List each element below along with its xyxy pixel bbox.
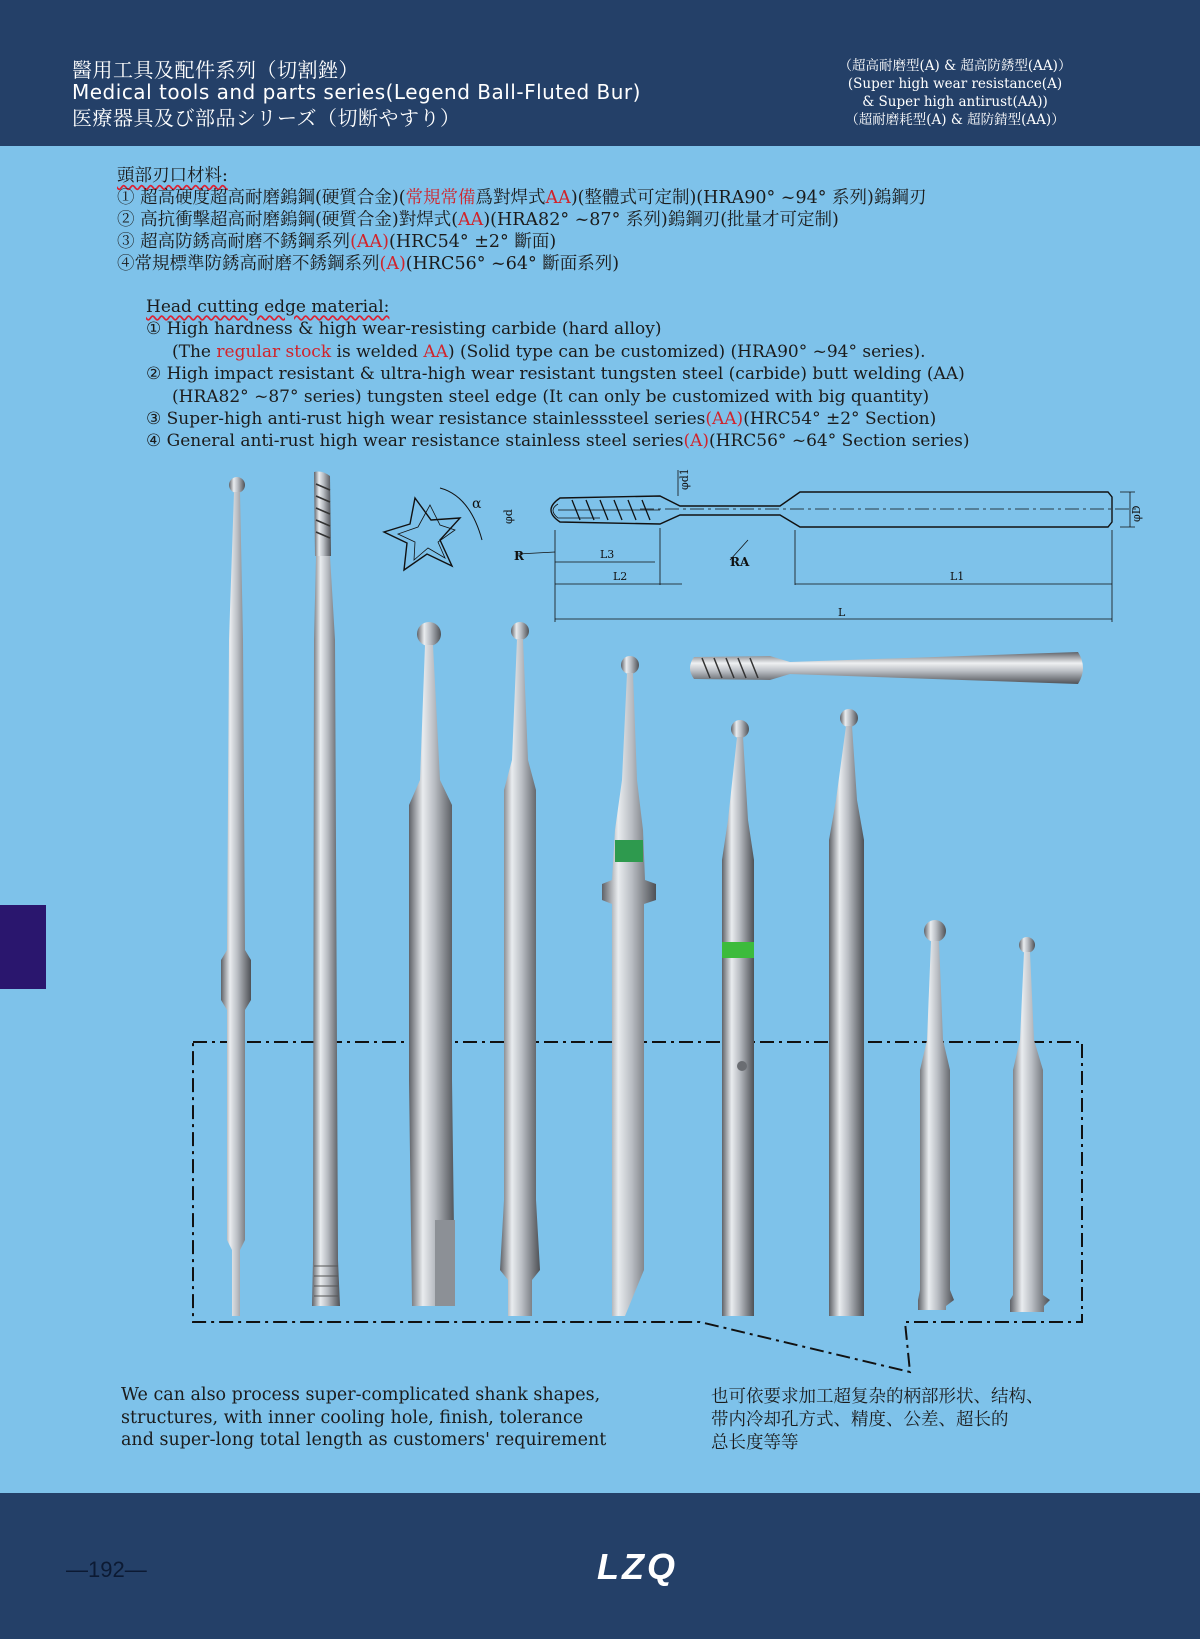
en-item-3: ③ Super-high anti-rust high wear resistance stainlesssteel series(AA)(HRC54° ±2° Section) — [146, 409, 937, 430]
bur-tool-horizontal — [690, 652, 1083, 684]
title-zh: 醫用工具及配件系列（切割銼） — [72, 58, 359, 82]
star-cross-section — [384, 498, 460, 570]
title-ja: 医療器具及び部品シリーズ（切断やすり） — [72, 106, 461, 130]
bur-tool-5 — [602, 656, 656, 1316]
label-alpha: α — [472, 496, 482, 512]
zh-item-1: ① 超高硬度超高耐磨鎢鋼(硬質合金)(常規常備爲對焊式AA)(整體式可定制)(HRA90° ~94° 系列)鎢鋼刃 — [117, 188, 927, 208]
bur-tool-6 — [722, 720, 754, 1316]
note-zh: 也可依要求加工超复杂的柄部形状、结构、 带内冷却孔方式、精度、公差、超长的 总长度等等 — [711, 1387, 1044, 1453]
en-item-4: ④ General anti-rust high wear resistance stainless steel series(A)(HRC56° ~64° Section series) — [146, 431, 970, 452]
zh-item-2: ② 高抗衝擊超高耐磨鎢鋼(硬質合金)對焊式(AA)(HRA82° ~87° 系列)鎢鋼刃(批量才可定制) — [117, 210, 839, 230]
title-en: Medical tools and parts series(Legend Ball-Fluted Bur) — [72, 80, 641, 104]
zh-item-3: ③ 超高防銹高耐磨不銹鋼系列(AA)(HRC54° ±2° 斷面) — [117, 232, 557, 252]
grade-ja: （超耐磨耗型(A) & 超防錆型(AA)） — [845, 112, 1065, 128]
bur-tool-3 — [409, 622, 455, 1306]
grade-en-2: & Super high antirust(AA)) — [862, 94, 1048, 110]
label-d1: φd1 — [678, 468, 691, 490]
zh-heading: 頭部刃口材料: — [117, 166, 228, 186]
footer-band — [0, 1493, 1200, 1639]
en-item-1-detail: (The regular stock is welded AA) (Solid type can be customized) (HRA90° ~94° series). — [172, 341, 926, 362]
zh-item-4: ④常規標準防銹高耐磨不銹鋼系列(A)(HRC56° ~64° 斷面系列) — [117, 254, 620, 274]
brand-name: LZQ — [597, 1546, 678, 1587]
note-en: We can also process super-complicated shank shapes, structures, with inner cooling hole, finish, tolerance and super-long total length as customers' requirement — [121, 1385, 607, 1450]
bur-tool-7 — [829, 709, 864, 1316]
label-RA: RA — [730, 555, 750, 569]
en-item-1: ① High hardness & high wear-resisting carbide (hard alloy) — [146, 319, 662, 340]
bur-tool-9 — [1010, 937, 1050, 1312]
bur-tool-1 — [221, 477, 251, 1316]
grade-en-1: (Super high wear resistance(A) — [847, 76, 1063, 92]
bur-tool-8 — [918, 920, 954, 1310]
bur-outline — [551, 492, 1112, 527]
grade-zh: （超高耐磨型(A) & 超高防銹型(AA)） — [838, 58, 1072, 74]
en-item-2-detail: (HRA82° ~87° series) tungsten steel edge (It can only be customized with big quantity) — [172, 386, 930, 407]
label-D: φD — [1130, 505, 1143, 522]
bur-dimension-diagram — [384, 470, 1140, 622]
en-heading: Head cutting edge material: — [146, 297, 390, 317]
bur-tool-2 — [312, 472, 340, 1307]
label-R: R — [514, 549, 524, 563]
bur-tool-4 — [500, 622, 540, 1316]
en-item-2: ② High impact resistant & ultra-high wear resistant tungsten steel (carbide) butt welding (AA) — [146, 364, 965, 385]
label-L1: L1 — [950, 570, 965, 583]
label-L3: L3 — [600, 548, 615, 561]
label-d: φd — [502, 509, 515, 524]
label-L: L — [838, 606, 846, 619]
label-L2: L2 — [613, 570, 628, 583]
page-number: —192— — [66, 1557, 147, 1582]
